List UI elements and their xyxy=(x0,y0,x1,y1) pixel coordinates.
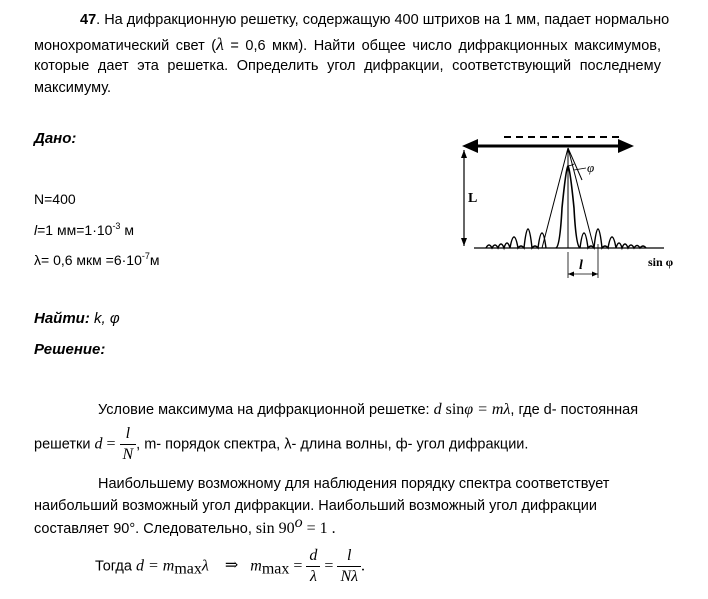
find-line xyxy=(34,310,120,327)
intensity-curve-left xyxy=(486,229,546,248)
label-sin-phi: sin φ xyxy=(648,255,674,269)
find-label: Найти: xyxy=(34,310,90,327)
given-n: N=400 xyxy=(34,191,76,207)
problem-line-3: которые дает эта решетка. Определить угол дифракции, соответствующий последнему xyxy=(34,58,661,74)
formula-m2: m xyxy=(250,557,262,575)
solution-line-4: наибольший возможный угол дифракции. Наибольший возможный угол дифракции xyxy=(34,498,597,514)
given-lambda-exp: -7 xyxy=(141,251,150,261)
fraction2-den: Nλ xyxy=(340,568,359,585)
formula-eq2: = xyxy=(102,435,120,453)
distance-arrow-bottom xyxy=(461,238,467,246)
formula-d3: d xyxy=(135,557,144,575)
solution-text-1a: Условие максимума на дифракционной решетке: xyxy=(98,402,434,418)
find-vars: k, φ xyxy=(89,310,120,327)
formula-sin: sin xyxy=(441,401,465,418)
problem-text-1: . На дифракционную решетку, содержащую 400 штрихов на 1 мм, падает нормально xyxy=(96,12,670,28)
given-lambda xyxy=(34,252,160,268)
fraction-l-over-nlambda xyxy=(337,546,361,587)
solution-line-3: Наибольшему возможному для наблюдения порядку спектра соответствует xyxy=(98,476,610,492)
spacing-arrow-right xyxy=(592,272,598,277)
formula-d: d xyxy=(433,401,442,418)
angle-leader xyxy=(574,168,586,170)
solution-line-5 xyxy=(34,514,336,538)
problem-text-2a: монохроматический свет ( xyxy=(34,38,217,54)
implies-arrow: ⇒ xyxy=(224,557,239,575)
given-l-value: =1 мм=1·10 xyxy=(37,222,113,238)
label-l: l xyxy=(579,258,583,273)
given-l xyxy=(34,222,134,238)
fraction-l-over-n xyxy=(120,424,137,465)
solution-text-6a: Тогда xyxy=(95,558,136,575)
solution-text-1b: , где d- постоянная xyxy=(510,402,639,418)
problem-text-2b: = 0,6 мкм). Найти общее число дифракционных максимумов, xyxy=(223,38,662,54)
formula-m: = m xyxy=(143,557,175,575)
given-lambda-unit: м xyxy=(149,252,160,268)
solution-heading: Решение: xyxy=(34,341,106,358)
distance-arrow-top xyxy=(461,150,467,158)
given-l-unit: м xyxy=(120,222,134,238)
problem-line-1 xyxy=(80,9,669,31)
fraction1-num: d xyxy=(306,546,320,567)
formula-d2: d xyxy=(94,435,103,453)
formula-eq1: = 1 . xyxy=(302,520,336,537)
solution-text-5a: составляет 90°. Следовательно, xyxy=(34,521,256,537)
label-phi: φ xyxy=(587,160,595,175)
fraction2-num: l xyxy=(337,546,361,567)
formula-lambda: λ xyxy=(201,557,209,575)
formula-degree: o xyxy=(294,514,303,531)
problem-number: 47 xyxy=(80,12,97,28)
solution-line-6 xyxy=(95,546,365,587)
fraction-d-over-lambda xyxy=(306,546,320,587)
formula-rest: φ = mλ xyxy=(464,401,511,418)
formula-eq4: = xyxy=(320,557,338,575)
fraction1-den: λ xyxy=(309,568,317,585)
diffraction-diagram xyxy=(456,128,688,286)
given-l-var: l xyxy=(34,222,38,238)
given-lambda-value: λ= 0,6 мкм =6·10 xyxy=(34,252,142,268)
formula-sub-max2: max xyxy=(261,560,290,578)
solution-text-2a: решетки xyxy=(34,436,95,453)
formula-end: . xyxy=(361,557,366,575)
problem-line-4: максимуму. xyxy=(34,80,112,96)
solution-line-2 xyxy=(34,424,528,465)
fraction-num: l xyxy=(120,424,137,445)
formula-sin90: sin 90 xyxy=(255,520,295,537)
solution-text-2b: , m- порядок спектра, λ- длина волны, ф- угол дифракции. xyxy=(136,436,529,453)
fraction-den: N xyxy=(122,446,134,463)
left-ray xyxy=(542,148,568,248)
formula-sub-max: max xyxy=(174,560,202,578)
spacing-arrow-left xyxy=(568,272,574,277)
given-l-exp: -3 xyxy=(112,221,121,231)
formula-eq3: = xyxy=(289,557,307,575)
lambda-symbol: λ xyxy=(216,34,224,54)
screen-arrow-right-head xyxy=(618,139,634,153)
problem-line-2 xyxy=(34,33,661,57)
solution-line-1 xyxy=(98,401,638,419)
given-heading: Дано: xyxy=(34,130,77,147)
label-L: L xyxy=(468,191,478,206)
